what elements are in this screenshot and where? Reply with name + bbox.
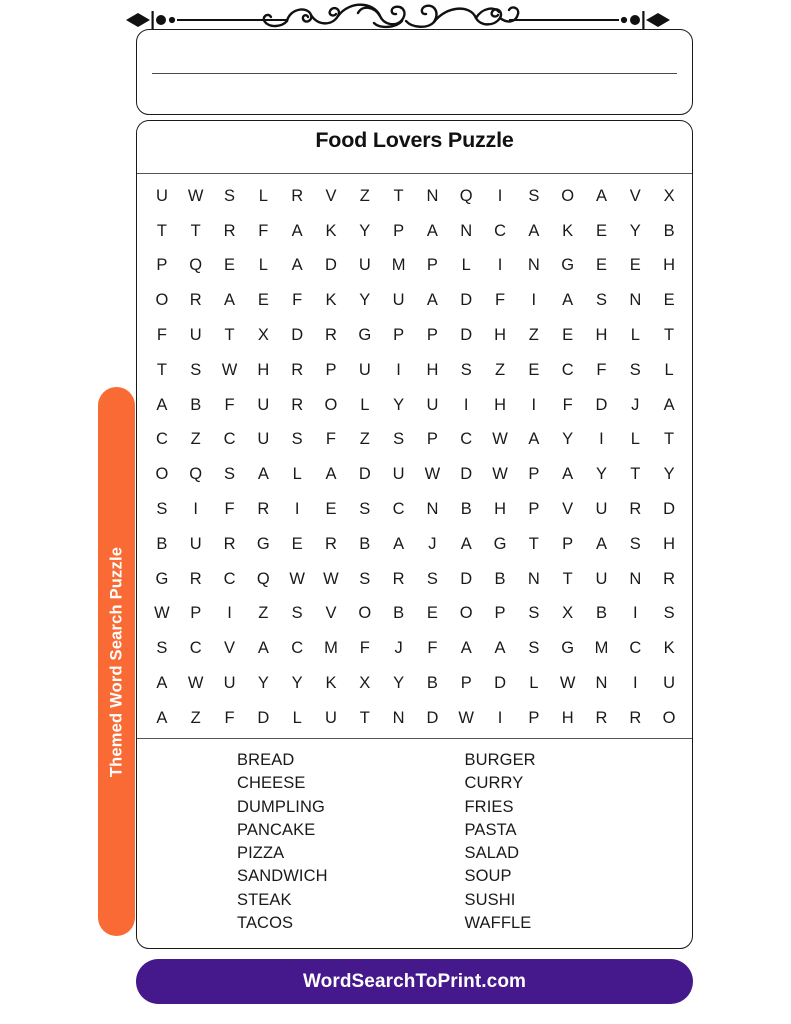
grid-cell[interactable]: Q	[256, 569, 270, 588]
grid-cell[interactable]: D	[257, 708, 270, 727]
grid-cell[interactable]: C	[223, 569, 236, 588]
grid-cell[interactable]: A	[257, 465, 269, 484]
title-divider	[137, 173, 692, 174]
grid-cell[interactable]: B	[460, 500, 472, 519]
grid-cell[interactable]: R	[629, 500, 642, 519]
grid-cell[interactable]: N	[629, 291, 642, 310]
grid-cell[interactable]: U	[358, 360, 371, 379]
grid-cell[interactable]: X	[663, 186, 675, 205]
grid-cell[interactable]: F	[224, 395, 235, 414]
grid-cell[interactable]: S	[528, 639, 540, 658]
name-entry-box[interactable]	[136, 29, 693, 115]
grid-cell[interactable]: I	[497, 256, 503, 275]
grid-cell[interactable]: J	[428, 534, 437, 553]
grid-cell[interactable]: K	[325, 221, 337, 240]
grid-cell[interactable]: X	[359, 674, 371, 693]
grid-cell[interactable]: Y	[393, 674, 405, 693]
grid-cell[interactable]: Z	[528, 326, 539, 345]
grid-cell[interactable]: T	[359, 708, 370, 727]
grid-cell[interactable]: A	[460, 534, 472, 553]
grid-cell[interactable]: O	[155, 465, 169, 484]
grid-cell[interactable]: E	[426, 604, 438, 623]
grid-cell[interactable]: B	[595, 604, 607, 623]
grid-cell[interactable]: U	[155, 186, 168, 205]
grid-cell[interactable]: T	[190, 221, 201, 240]
grid-cell[interactable]: R	[595, 708, 608, 727]
grid-cell[interactable]: M	[594, 639, 609, 658]
grid-cell[interactable]: F	[156, 326, 167, 345]
grid-cell[interactable]: Z	[190, 430, 201, 449]
grid-cell[interactable]: L	[292, 465, 302, 484]
grid-cell[interactable]: S	[629, 360, 641, 379]
grid-cell[interactable]: Y	[393, 395, 405, 414]
grid-cell[interactable]: R	[325, 534, 337, 553]
grid-cell[interactable]: T	[156, 360, 167, 379]
grid-cell[interactable]: I	[632, 674, 638, 693]
grid-cell[interactable]: S	[359, 569, 371, 588]
grid-cell[interactable]: S	[156, 500, 168, 519]
grid-cell[interactable]: N	[527, 569, 540, 588]
grid-cell[interactable]: L	[461, 256, 471, 275]
side-tab	[98, 387, 135, 936]
grid-cell[interactable]: F	[258, 221, 269, 240]
grid-cell[interactable]: U	[392, 291, 405, 310]
grid-cell[interactable]: C	[392, 500, 405, 519]
grid-cell[interactable]: B	[494, 569, 506, 588]
grid-cell[interactable]: W	[492, 465, 508, 484]
grid-cell[interactable]: D	[426, 708, 439, 727]
grid-cell[interactable]: E	[629, 256, 641, 275]
word-list-item[interactable]: PANCAKE	[237, 820, 316, 839]
page-title: Food Lovers Puzzle	[315, 128, 514, 152]
grid-cell[interactable]: I	[227, 604, 232, 623]
grid-cell[interactable]: S	[595, 291, 607, 310]
grid-cell[interactable]: S	[393, 430, 405, 449]
grid-cell[interactable]: P	[528, 465, 540, 484]
grid-cell[interactable]: D	[460, 326, 473, 345]
grid-cell[interactable]: A	[562, 291, 574, 310]
grid-cell[interactable]: U	[189, 326, 202, 345]
grid-cell[interactable]: J	[394, 639, 403, 658]
grid-cell[interactable]: U	[663, 674, 676, 693]
grid-cell[interactable]: O	[155, 291, 169, 310]
grid-cell[interactable]: P	[528, 708, 540, 727]
grid-cell[interactable]: X	[257, 326, 269, 345]
grid-cell[interactable]: N	[426, 186, 439, 205]
grid-cell[interactable]: N	[426, 500, 439, 519]
grid-cell[interactable]: D	[460, 291, 473, 310]
grid-cell[interactable]: C	[494, 221, 506, 240]
grid-cell[interactable]: W	[424, 465, 441, 484]
grid-cell[interactable]: Y	[629, 221, 641, 240]
grid-cell[interactable]: O	[662, 708, 676, 727]
grid-cell[interactable]: R	[325, 326, 337, 345]
grid-cell[interactable]: L	[529, 674, 539, 693]
grid-cell[interactable]: H	[494, 326, 506, 345]
grid-cell[interactable]: H	[595, 326, 608, 345]
grid-cell[interactable]: A	[562, 465, 574, 484]
grid-cell[interactable]: G	[561, 639, 575, 658]
grid-cell[interactable]: T	[664, 326, 675, 345]
decorative-flourish-divider	[118, 0, 678, 30]
grid-cell[interactable]: S	[291, 604, 303, 623]
side-tab-label: Themed Word Search Puzzle	[107, 546, 125, 777]
grid-cell[interactable]: E	[528, 360, 540, 379]
grid-cell[interactable]: S	[460, 360, 472, 379]
grid-cell[interactable]: T	[664, 430, 675, 449]
word-list	[137, 749, 692, 935]
grid-cell[interactable]: V	[629, 186, 641, 205]
grid-cell[interactable]: F	[325, 430, 337, 449]
grid-cell[interactable]: S	[224, 186, 236, 205]
grid-cell[interactable]: D	[460, 569, 473, 588]
grid-cell[interactable]: U	[325, 708, 337, 727]
grid-cell[interactable]: A	[291, 256, 303, 275]
grid-cell[interactable]: R	[223, 534, 236, 553]
grid-cell[interactable]: B	[393, 604, 405, 623]
grid-cell[interactable]: T	[156, 221, 167, 240]
grid-cell[interactable]: L	[630, 430, 640, 449]
grid-cell[interactable]: P	[393, 326, 405, 345]
grid-cell[interactable]: S	[291, 430, 303, 449]
grid-cell[interactable]: U	[392, 465, 405, 484]
grid-cell[interactable]: L	[258, 256, 268, 275]
word-list-item[interactable]: PASTA	[464, 820, 517, 839]
grid-cell[interactable]: N	[629, 569, 642, 588]
grid-cell[interactable]: T	[393, 186, 404, 205]
grid-cell[interactable]: A	[426, 221, 438, 240]
grid-cell[interactable]: N	[392, 708, 405, 727]
grid-cell[interactable]: I	[497, 186, 503, 205]
grid-cell[interactable]: G	[493, 534, 507, 553]
grid-cell[interactable]: R	[392, 569, 405, 588]
grid-cell[interactable]: A	[460, 639, 472, 658]
word-list-item[interactable]: CHEESE	[237, 774, 306, 793]
wordlist-divider	[137, 738, 692, 739]
grid-cell[interactable]: R	[629, 708, 642, 727]
grid-cell[interactable]: S	[629, 534, 641, 553]
word-list-item[interactable]: SUSHI	[464, 890, 516, 909]
grid-cell[interactable]: L	[292, 708, 302, 727]
grid-cell[interactable]: I	[463, 395, 469, 414]
grid-cell[interactable]: A	[663, 395, 675, 414]
grid-cell[interactable]: Y	[359, 221, 371, 240]
grid-cell[interactable]: U	[223, 674, 236, 693]
grid-cell[interactable]: A	[494, 639, 506, 658]
grid-cell[interactable]: O	[561, 186, 575, 205]
grid-cell[interactable]: F	[224, 708, 235, 727]
grid-cell[interactable]: U	[595, 500, 608, 519]
grid-cell[interactable]: R	[291, 186, 304, 205]
grid-cell[interactable]: P	[426, 326, 438, 345]
grid-cell[interactable]: G	[561, 256, 575, 275]
grid-cell[interactable]: A	[528, 221, 540, 240]
grid-cell[interactable]: C	[155, 430, 168, 449]
grid-cell[interactable]: K	[663, 639, 675, 658]
letter-grid[interactable]	[145, 179, 686, 736]
grid-cell[interactable]: S	[224, 465, 236, 484]
grid-cell[interactable]: S	[359, 500, 371, 519]
grid-cell[interactable]: L	[664, 360, 674, 379]
grid-cell[interactable]: G	[256, 534, 270, 553]
grid-cell[interactable]: H	[561, 708, 574, 727]
grid-cell[interactable]: U	[595, 569, 608, 588]
grid-cell[interactable]: W	[458, 708, 474, 727]
grid-cell[interactable]: K	[325, 291, 337, 310]
grid-cell[interactable]: S	[528, 186, 540, 205]
grid-cell[interactable]: O	[324, 395, 338, 414]
grid-cell[interactable]: Y	[257, 674, 269, 693]
grid-cell[interactable]: D	[460, 465, 473, 484]
grid-cell[interactable]: A	[224, 291, 236, 310]
grid-cell[interactable]: W	[492, 430, 508, 449]
grid-cell[interactable]: N	[527, 256, 540, 275]
footer-url-text: WordSearchToPrint.com	[302, 970, 527, 992]
grid-cell[interactable]: C	[460, 430, 473, 449]
grid-cell[interactable]: T	[528, 534, 539, 553]
grid-cell[interactable]: I	[531, 291, 537, 310]
grid-cell[interactable]: D	[494, 674, 506, 693]
grid-cell[interactable]: E	[325, 500, 337, 519]
grid-cell[interactable]: N	[460, 221, 473, 240]
grid-cell[interactable]: V	[562, 500, 574, 519]
grid-cell[interactable]: I	[632, 604, 638, 623]
word-list-item[interactable]: TACOS	[237, 914, 294, 933]
grid-cell[interactable]: R	[223, 221, 236, 240]
grid-cell[interactable]: M	[391, 256, 406, 275]
grid-cell[interactable]: A	[156, 395, 168, 414]
grid-cell[interactable]: U	[189, 534, 202, 553]
name-write-in-line	[152, 73, 677, 74]
grid-cell[interactable]: A	[393, 534, 405, 553]
grid-cell[interactable]: A	[325, 465, 337, 484]
grid-cell[interactable]: E	[224, 256, 236, 275]
grid-cell[interactable]: A	[595, 534, 607, 553]
grid-cell[interactable]: R	[291, 360, 304, 379]
grid-cell[interactable]: A	[291, 221, 303, 240]
word-list-item[interactable]: PIZZA	[237, 844, 285, 863]
grid-cell[interactable]: F	[562, 395, 573, 414]
grid-cell[interactable]: I	[599, 430, 604, 449]
grid-cell[interactable]: U	[426, 395, 439, 414]
grid-cell[interactable]: H	[494, 500, 506, 519]
grid-cell[interactable]: I	[294, 500, 300, 519]
grid-cell[interactable]: F	[494, 291, 506, 310]
grid-cell[interactable]: T	[630, 465, 641, 484]
grid-cell[interactable]: R	[291, 395, 304, 414]
grid-cell[interactable]: E	[257, 291, 269, 310]
grid-cell[interactable]: R	[663, 569, 676, 588]
grid-cell[interactable]: H	[494, 395, 506, 414]
grid-cell[interactable]: K	[562, 221, 574, 240]
grid-cell[interactable]: Z	[258, 604, 269, 623]
grid-cell[interactable]: D	[291, 326, 304, 345]
grid-cell[interactable]: Z	[359, 186, 370, 205]
footer-banner[interactable]	[136, 959, 693, 1004]
grid-cell[interactable]: Q	[459, 186, 473, 205]
grid-cell[interactable]: C	[291, 639, 304, 658]
grid-cell[interactable]: B	[663, 221, 675, 240]
grid-cell[interactable]: H	[663, 256, 676, 275]
grid-cell[interactable]: Q	[189, 256, 203, 275]
grid-cell[interactable]: L	[630, 326, 640, 345]
grid-cell[interactable]: A	[426, 291, 438, 310]
grid-cell[interactable]: W	[323, 569, 339, 588]
grid-cell[interactable]: X	[562, 604, 574, 623]
grid-cell[interactable]: Z	[190, 708, 201, 727]
grid-cell[interactable]: S	[190, 360, 202, 379]
grid-cell[interactable]: E	[562, 326, 574, 345]
grid-cell[interactable]: E	[663, 291, 675, 310]
grid-cell[interactable]: P	[325, 360, 337, 379]
grid-cell[interactable]: G	[358, 326, 372, 345]
grid-cell[interactable]: Y	[595, 465, 607, 484]
grid-cell[interactable]: S	[663, 604, 675, 623]
word-list-item[interactable]: BREAD	[237, 751, 295, 769]
grid-cell[interactable]: R	[257, 500, 270, 519]
grid-cell[interactable]: B	[359, 534, 371, 553]
grid-cell[interactable]: V	[224, 639, 236, 658]
grid-cell[interactable]: P	[426, 256, 438, 275]
grid-cell[interactable]: S	[528, 604, 540, 623]
grid-cell[interactable]: W	[559, 674, 576, 693]
grid-cell[interactable]: W	[187, 186, 204, 205]
grid-cell[interactable]: U	[358, 256, 371, 275]
grid-cell[interactable]: C	[561, 360, 574, 379]
grid-cell[interactable]: A	[595, 186, 607, 205]
word-list-item[interactable]: BURGER	[464, 751, 536, 769]
grid-cell[interactable]: B	[190, 395, 202, 414]
grid-cell[interactable]: Y	[359, 291, 371, 310]
grid-cell[interactable]: E	[595, 256, 607, 275]
grid-cell[interactable]: D	[325, 256, 337, 275]
word-list-item[interactable]: CURRY	[464, 774, 524, 793]
grid-cell[interactable]: A	[156, 708, 168, 727]
grid-cell[interactable]: Y	[663, 465, 675, 484]
grid-cell[interactable]: P	[528, 500, 540, 519]
grid-cell[interactable]: R	[189, 291, 202, 310]
grid-cell[interactable]: V	[325, 186, 337, 205]
grid-cell[interactable]: Z	[494, 360, 506, 379]
grid-cell[interactable]: P	[494, 604, 506, 623]
grid-cell[interactable]: L	[360, 395, 370, 414]
grid-cell[interactable]: P	[562, 534, 574, 553]
grid-cell[interactable]: U	[257, 430, 270, 449]
grid-cell[interactable]: P	[460, 674, 472, 693]
grid-cell[interactable]: A	[528, 430, 540, 449]
grid-cell[interactable]: F	[224, 500, 235, 519]
grid-cell[interactable]: C	[223, 430, 236, 449]
word-list-item[interactable]: SANDWICH	[237, 867, 328, 886]
word-list-column	[465, 749, 693, 935]
grid-cell[interactable]: P	[393, 221, 405, 240]
grid-cell[interactable]: F	[427, 639, 438, 658]
grid-cell[interactable]: W	[154, 604, 170, 623]
grid-cell[interactable]: D	[595, 395, 608, 414]
grid-cell[interactable]: B	[426, 674, 438, 693]
grid-cell[interactable]: E	[291, 534, 303, 553]
grid-cell[interactable]: G	[155, 569, 169, 588]
grid-cell[interactable]: T	[224, 326, 235, 345]
grid-cell[interactable]: D	[663, 500, 676, 519]
grid-cell[interactable]: H	[426, 360, 439, 379]
grid-cell[interactable]: S	[426, 569, 438, 588]
grid-cell[interactable]: W	[289, 569, 305, 588]
grid-cell[interactable]: Y	[562, 430, 574, 449]
grid-cell[interactable]: P	[426, 430, 438, 449]
grid-cell[interactable]: H	[663, 534, 676, 553]
word-list-item[interactable]: WAFFLE	[464, 914, 532, 933]
grid-cell[interactable]: J	[631, 395, 640, 414]
grid-cell[interactable]: Q	[189, 465, 203, 484]
grid-cell[interactable]: I	[396, 360, 401, 379]
grid-cell[interactable]: C	[189, 639, 202, 658]
grid-cell[interactable]: A	[156, 674, 168, 693]
puzzle-card	[136, 120, 693, 949]
grid-cell[interactable]: W	[187, 674, 204, 693]
grid-cell[interactable]: I	[497, 708, 503, 727]
word-list-item[interactable]: SALAD	[464, 844, 520, 863]
grid-cell[interactable]: I	[193, 500, 199, 519]
word-list-item[interactable]: STEAK	[237, 890, 292, 909]
grid-cell[interactable]: C	[629, 639, 642, 658]
grid-cell[interactable]: K	[325, 674, 337, 693]
grid-cell[interactable]: F	[359, 639, 370, 658]
grid-cell[interactable]: S	[156, 639, 168, 658]
grid-cell[interactable]: U	[257, 395, 270, 414]
grid-cell[interactable]: T	[562, 569, 573, 588]
grid-cell[interactable]: R	[189, 569, 202, 588]
word-list-item[interactable]: FRIES	[464, 797, 514, 816]
word-list-item[interactable]: DUMPLING	[237, 797, 325, 816]
grid-cell[interactable]: N	[595, 674, 608, 693]
grid-cell[interactable]: V	[325, 604, 337, 623]
grid-cell[interactable]: B	[156, 534, 168, 553]
grid-cell[interactable]: I	[531, 395, 537, 414]
grid-cell[interactable]: E	[595, 221, 607, 240]
grid-cell[interactable]: H	[257, 360, 270, 379]
word-list-column	[237, 749, 465, 935]
word-list-item[interactable]: SOUP	[464, 867, 512, 886]
grid-cell[interactable]: L	[258, 186, 268, 205]
grid-cell[interactable]: W	[221, 360, 238, 379]
grid-cell[interactable]: Y	[291, 674, 303, 693]
grid-cell[interactable]: F	[292, 291, 303, 310]
grid-cell[interactable]: M	[324, 639, 338, 658]
grid-cell[interactable]: F	[596, 360, 607, 379]
grid-cell[interactable]: P	[156, 256, 168, 275]
grid-cell[interactable]: O	[358, 604, 372, 623]
grid-cell[interactable]: D	[358, 465, 371, 484]
grid-cell[interactable]: A	[257, 639, 269, 658]
grid-cell[interactable]: Z	[359, 430, 370, 449]
grid-cell[interactable]: O	[459, 604, 473, 623]
grid-cell[interactable]: P	[190, 604, 202, 623]
